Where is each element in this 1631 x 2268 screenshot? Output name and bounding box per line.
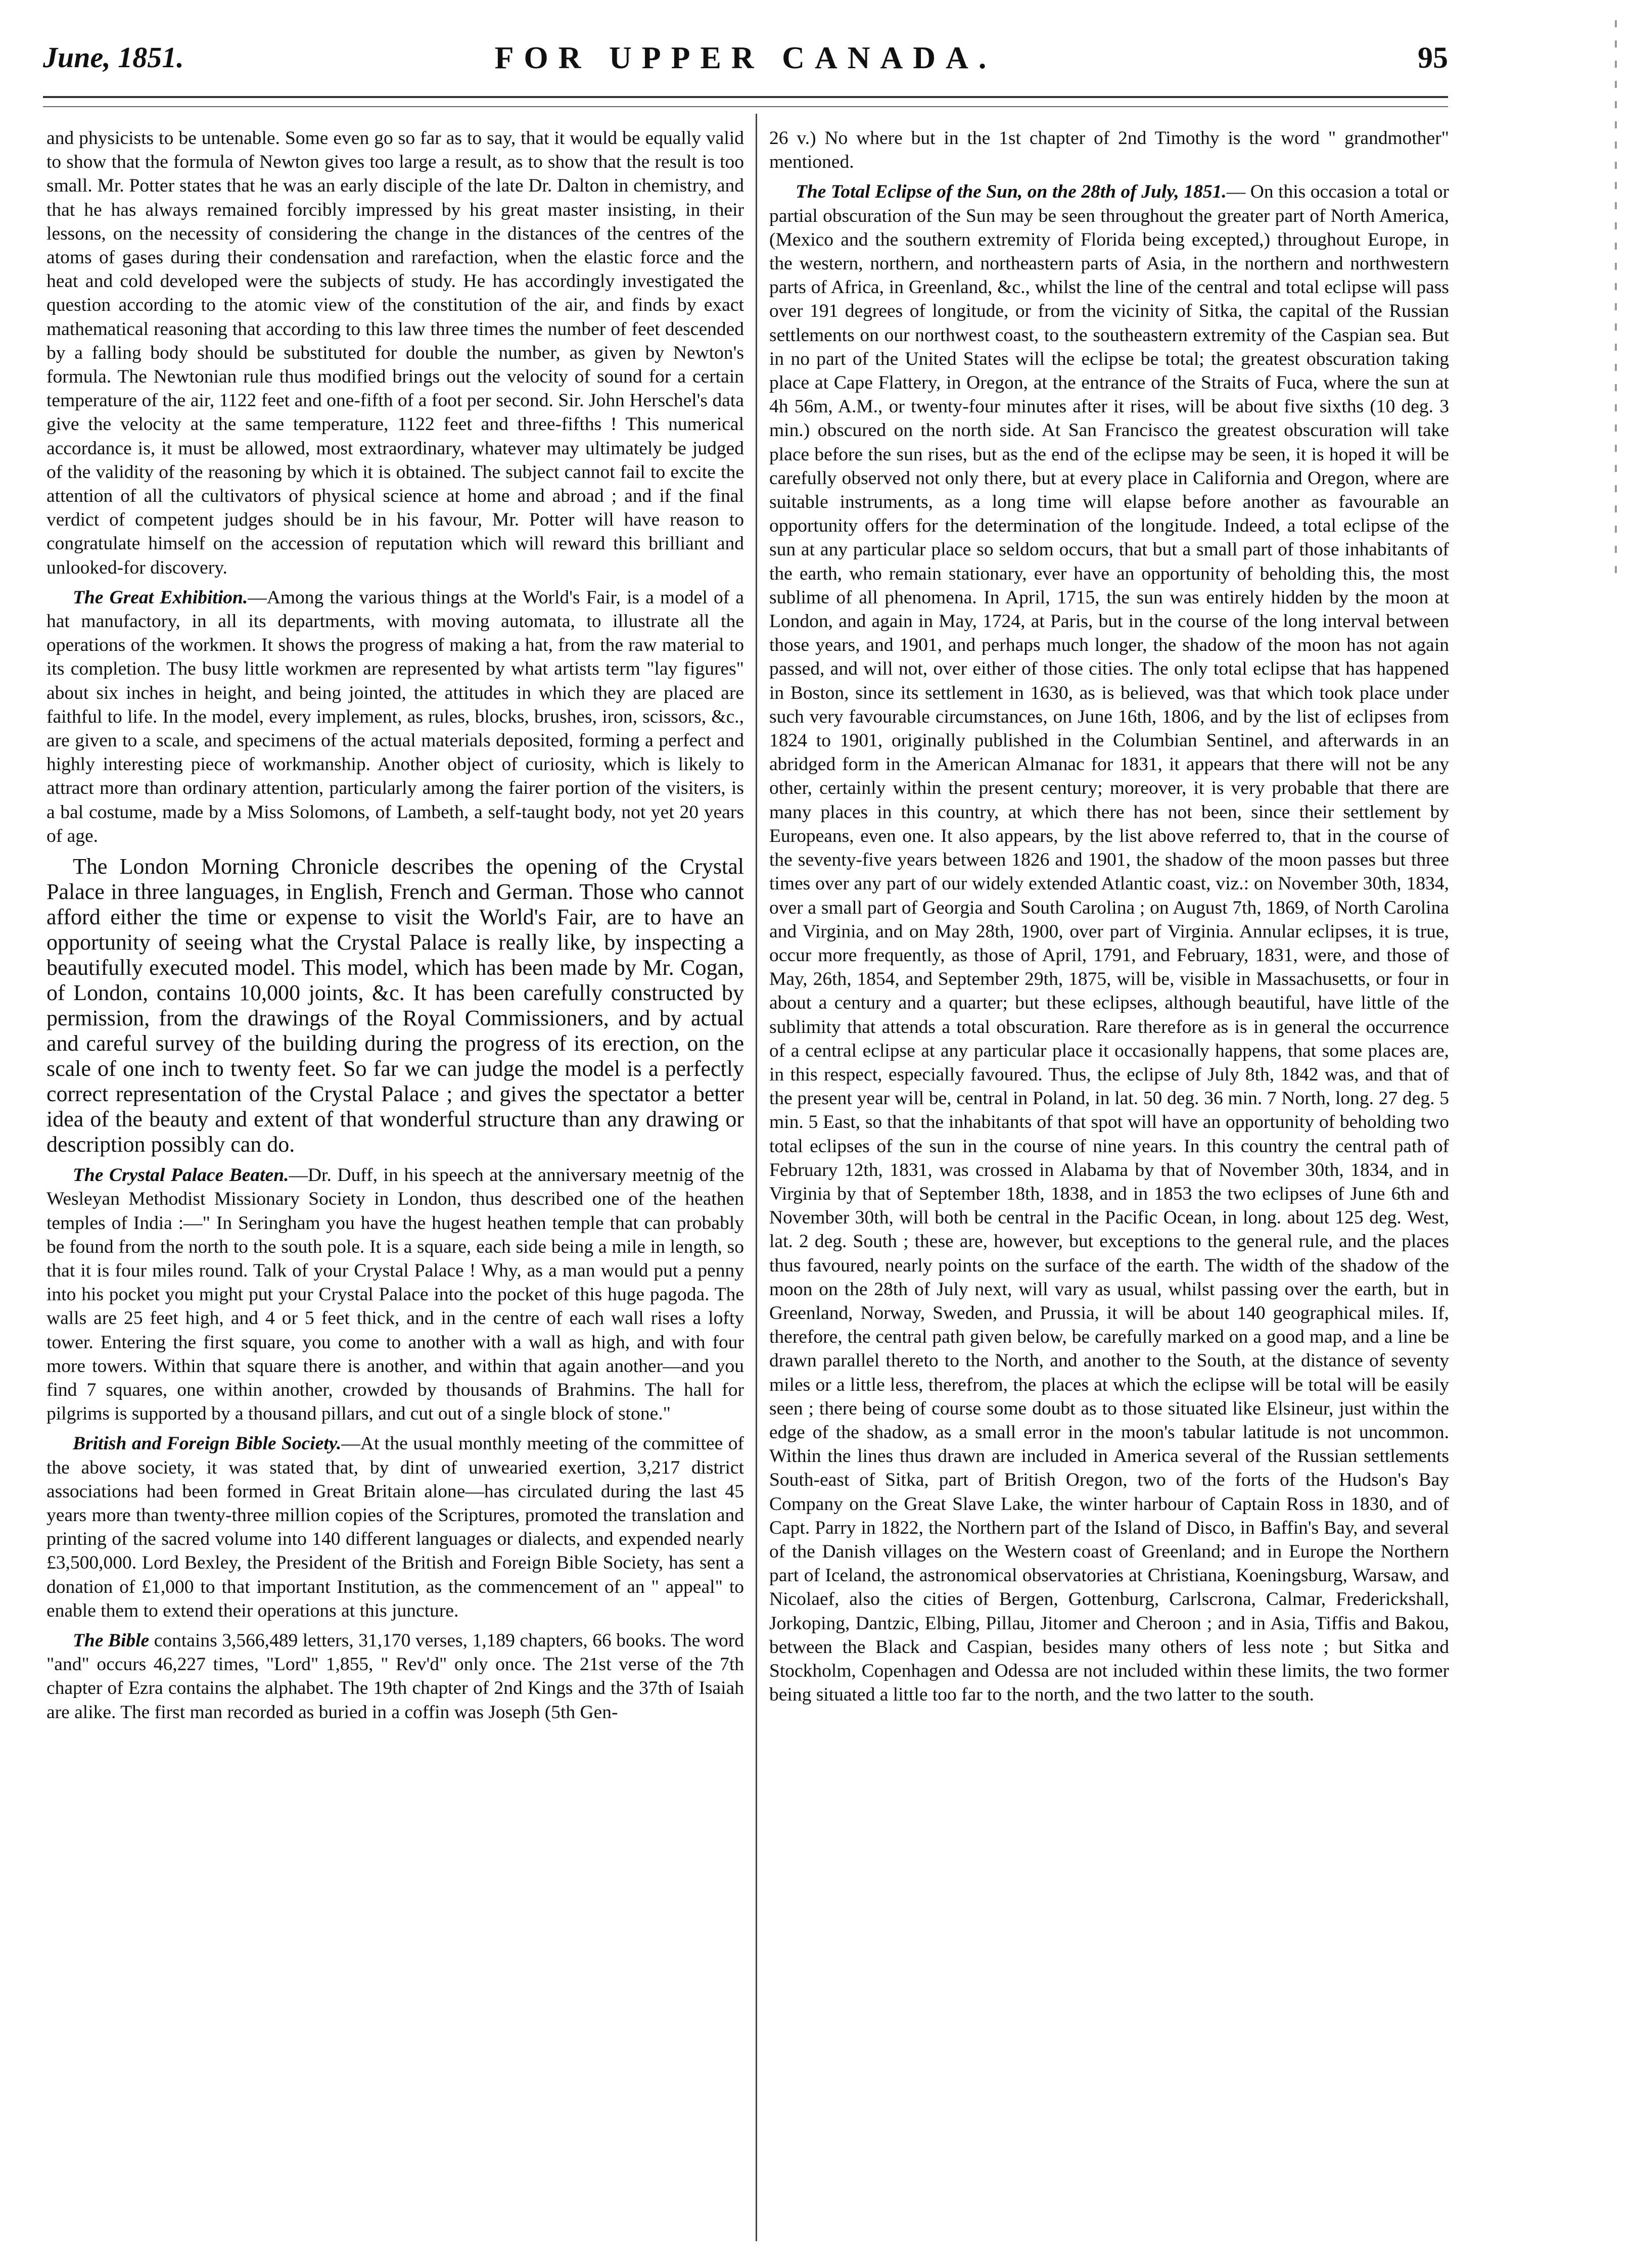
article-great-exhibition [46,586,744,848]
header-rule-thin [43,106,1448,107]
article-body: contains 3,566,489 letters, 31,170 verses, 1,189 chapters, 66 books. The word "and" occurs 46,227 times, "Lord" 1,855, " Rev'd" only once. The 21st verse of the 7th chapter of Ezra contains the alphabet. The 19th chapter of 2nd Kings and the 37th of Isaiah are alike. The first man recorded as buried in a coffin was Joseph (5th Gen- [46,1630,744,1723]
article-bible-facts-continued: 26 v.) No where but in the 1st chapter of 2nd Timothy is the word " grandmother" mentioned. [769,128,1449,173]
column-divider [756,114,757,2241]
article-body: — On this occasion a total or partial obscuration of the Sun may be seen throughout the greater part of North America, (Mexico and the southern extremity of Florida being excepted,) throughout Europe, in the western, northern, and northeastern parts of Asia, in the northern and northwestern parts of Africa, in Greenland, &c., whilst the line of the central and total eclipse will pass over 191 degrees of longitude, or from the vicinity of Sitka, the capital of the Russian settlements on our northwest coast, to the southeastern extremity of the Caspian sea. But in no part of the United States will the eclipse be total; the greatest obscuration taking place at Cape Flattery, in Oregon, at the entrance of the Straits of Fuca, where the sun at 4h 56m, A.M., or twenty-four minutes after it rises, will be about five sixths (10 deg. 3 min.) obscured on the north side. At San Francisco the greatest obscuration will take place before the sun rises, but as the end of the eclipse may be seen, it is hoped it will be carefully observed not only there, but at every place in California and Oregon, where are suitable instruments, as a long time will elapse before another as favourable an opportunity offers for the determination of the longitude. Indeed, a total eclipse of the sun at any particular place so seldom occurs, that but a small part of those inhabitants of the earth, who remain stationary, ever have an opportunity of beholding this, the most sublime of all phenomena. In April, 1715, the sun was entirely hidden by the moon at London, and again in May, 1724, at Paris, but in the course of the long interval between those years, and 1901, and perhaps much longer, the shadow of the moon has not again passed, and will not, over either of those cities. The only total eclipse that has happened in Boston, since its settlement in 1630, as is believed, was that which took place under such very favourable circumstances, on June 16th, 1806, and by the list of eclipses from 1824 to 1901, originally published in the Columbian Sentinel, and afterwards in an abridged form in the American Almanac for 1831, it appears that there will not be any other, certainly within the present century; moreover, it is very probable that there are many places in this country, at which there has not been, since their settlement by Europeans, even one. It also appears, by the list above referred to, that in the course of the seventy-five years between 1826 and 1901, the shadow of the moon passes but three times over any part of our widely extended Atlantic coast, viz.: on November 30th, 1834, over a small part of Georgia and South Carolina ; on August 7th, 1869, of North Carolina and Virginia, and on May 28th, 1900, over part of Virginia. Annular eclipses, it is true, occur more frequently, as those of April, 1791, and February, 1831, were, and those of May, 26th, 1854, and September 29th, 1875, will be, visible in Massachusetts, or four in about a century and a quarter; but these eclipses, although beautiful, have little of the sublimity that attends a total obscuration. Rare therefore as is in general the occurrence of a central eclipse at any particular place it occasionally happens, that some places are, in this respect, especially favoured. Thus, the eclipse of July 8th, 1842 was, and that of the present year will be, central in Poland, in lat. 50 deg. 36 min. 7 North, long. 27 deg. 5 min. 5 East, so that the inhabitants of that spot will have an opportunity of beholding two total eclipses of the sun in the course of nine years. In this country the central path of February 12th, 1831, was crossed in Alabama by that of November 30th, 1834, and in Virginia by that of September 18th, 1838, and in 1853 the two eclipses of June 6th and November 30th, will both be central in the Pacific Ocean, in long. about 125 deg. West, lat. 2 deg. South ; these are, however, but exceptions to the general rule, and the places thus favoured, nearly points on the surface of the earth. The width of the shadow of the moon on the 28th of July next, will vary as usual, whilst passing over the earth, but in Greenland, Norway, Sweden, and Prussia, it will be about 140 geographical miles. If, therefore, the central path given below, be carefully marked on a good map, and a line be drawn parallel thereto to the North, and another to the South, at the distance of seventy miles or a little less, therefrom, the places at which the eclipse will be total will be easily seen ; there being of course some doubt as to those situated like Elsineur, just within the edge of the shadow, as a small error in the moon's tabular latitude is not uncommon. Within the lines thus drawn are included in America several of the Russian settlements South-east of Sitka, part of British Oregon, two of the forts of the Hudson's Bay Company on the Great Slave Lake, the winter harbour of Captain Ross in 1830, and of Capt. Parry in 1822, the Northern part of the Island of Disco, in Baffin's Bay, and several of the Danish villages on the Western coast of Greenland; and in Europe the Northern part of Iceland, the astronomical observatories at Christiana, Koeningsburg, Warsaw, and Nicolaef, also the cities of Bergen, Gottenburg, Carlscrona, Calmar, Frederickshall, Jorkoping, Dantzic, Elbing, Pillau, Jitomer and Cheroon ; and in Asia, Tiffis and Bakou, between the Black and Caspian, besides many others of less note ; but Sitka and Stockholm, Copenhagen and Odessa are not included within these limits, the two former being situated a little too far to the north, and the two latter to the south. [769,181,1449,1706]
article-heading: British and Foreign Bible Society. [73,1433,342,1454]
article-heading: The Bible [73,1630,150,1651]
article-body: —Among the various things at the World's Fair, is a model of a hat manufactory, in all its departments, with moving automata, to illustrate all the operations of the workmen. It shows the progress of making a hat, from the raw material to its completion. The busy little workmen are represented by what artists term "lay figures" about six inches in height, and being jointed, the attitudes in which they are placed are faithful to life. In the model, every implement, as rules, blocks, brushes, iron, scissors, &c., are given to a scale, and specimens of the actual materials deposited, forming a perfect and highly interesting piece of workmanship. Another object of curiosity, which is likely to attract more than ordinary attention, particularly among the fairer portion of the visiters, is a bal costume, made by a Miss Solomons, of Lambeth, a self-taught body, not yet 20 years of age. [46,587,744,846]
article-velocity-of-sound: and physicists to be untenable. Some even go so far as to say, that it would be equally valid to show that the formula of Newton gives too large a result, as to show that the result is too small. Mr. Potter states that he was an early disciple of the late Dr. Dalton in chemistry, and that he has always remained forcibly impressed by his great master insisting, in their lessons, on the necessity of considering the change in the distances of the centres of the atoms of gases during their condensation and rarefaction, when the elastic force and the heat and cold developed were the subjects of study. He has accordingly investigated the question according to the atomic view of the constitution of the air, and finds by exact mathematical reasoning that according to this law three times the number of feet descended by a falling body should be substituted for double the number, as given by Newton's formula. The Newtonian rule thus modified brings out the velocity of sound for a certain temperature of the air, 1122 feet and one-fifth of a foot per second. Sir. John Herschel's data give the velocity at the same temperature, 1122 feet and three-fifths ! This numerical accordance is, it must be allowed, most extraordinary, whatever may ultimately be judged of the validity of the reasoning by which it is obtained. The subject cannot fail to excite the attention of all the cultivators of physical science at home and abroad ; and if the final verdict of competent judges should be in his favour, Mr. Potter will have reason to congratulate himself on the accession of reputation which will reward this brilliant and unlooked-for discovery. [46,128,744,578]
article-body: —Dr. Duff, in his speech at the anniversary meetnig of the Wesleyan Methodist Missionary Society in London, thus described one of the heathen temples of India :—" In Seringham you have the hugest heathen temple that can probably be found from the north to the south pole. It is a square, each side being a mile in length, so that it is four miles round. Talk of your Crystal Palace ! Why, as a man would put a penny into his pocket you might put your Crystal Palace into the pocket of this huge pagoda. The walls are 25 feet high, and 4 or 5 feet thick, and in the centre of each wall rises a lofty tower. Entering the first square, you come to another with a wall as high, and with four more towers. Within that square there is another, and within that again another—and you find 7 squares, one within another, crowded by thousands of Brahmins. The hall for pilgrims is supported by a thousand pillars, and cut out of a single block of stone." [46,1165,744,1425]
header-rule-thick [43,96,1448,98]
issue-date: June, 1851. [43,41,184,74]
page-header [43,40,1448,91]
article-bible-society [46,1432,744,1623]
right-column [769,126,1449,2239]
article-heading: The Total Eclipse of the Sun, on the 28th of July, 1851. [796,181,1227,203]
article-crystal-palace-beaten [46,1163,744,1426]
article-heading: The Great Exhibition. [73,587,248,608]
left-column [46,126,744,2239]
page-edge-marks [1615,20,1617,576]
article-total-eclipse [769,180,1449,1707]
article-body: —At the usual monthly meeting of the committee of the above society, it was stated that, by dint of unwearied exertion, 3,217 district associations had been formed in Great Britain alone—has circulated during the last 45 years more than twenty-three million copies of the Scriptures, promoted the translation and printing of the sacred volume into 140 different languages or dialects, and expended nearly £3,500,000. Lord Bexley, the President of the British and Foreign Bible Society, has sent a donation of £1,000 to that important Institution, as the commencement of an " appeal" to enable them to extend their operations at this juncture. [46,1433,744,1621]
article-crystal-palace-model: The London Morning Chronicle describes the opening of the Crystal Palace in three languages, in English, French and German. Those who cannot afford either the time or expense to visit the World's Fair, are to have an opportunity of seeing what the Crystal Palace is really like, by inspecting a beautifully executed model. This model, which has been made by Mr. Cogan, of London, contains 10,000 joints, &c. It has been carefully constructed by permission, from the drawings of the Royal Commissioners, and by actual and careful survey of the building during the progress of its erection, on the scale of one inch to twenty feet. So far we can judge the model is a perfectly correct representation of the Crystal Palace ; and gives the spectator a better idea of the beauty and extent of that wonderful structure than any drawing or description possibly can do. [46,854,744,1157]
page-number: 95 [1418,41,1448,74]
article-heading: The Crystal Palace Beaten. [73,1165,289,1186]
journal-title: FOR UPPER CANADA. [494,41,997,75]
article-bible-facts [46,1629,744,1724]
